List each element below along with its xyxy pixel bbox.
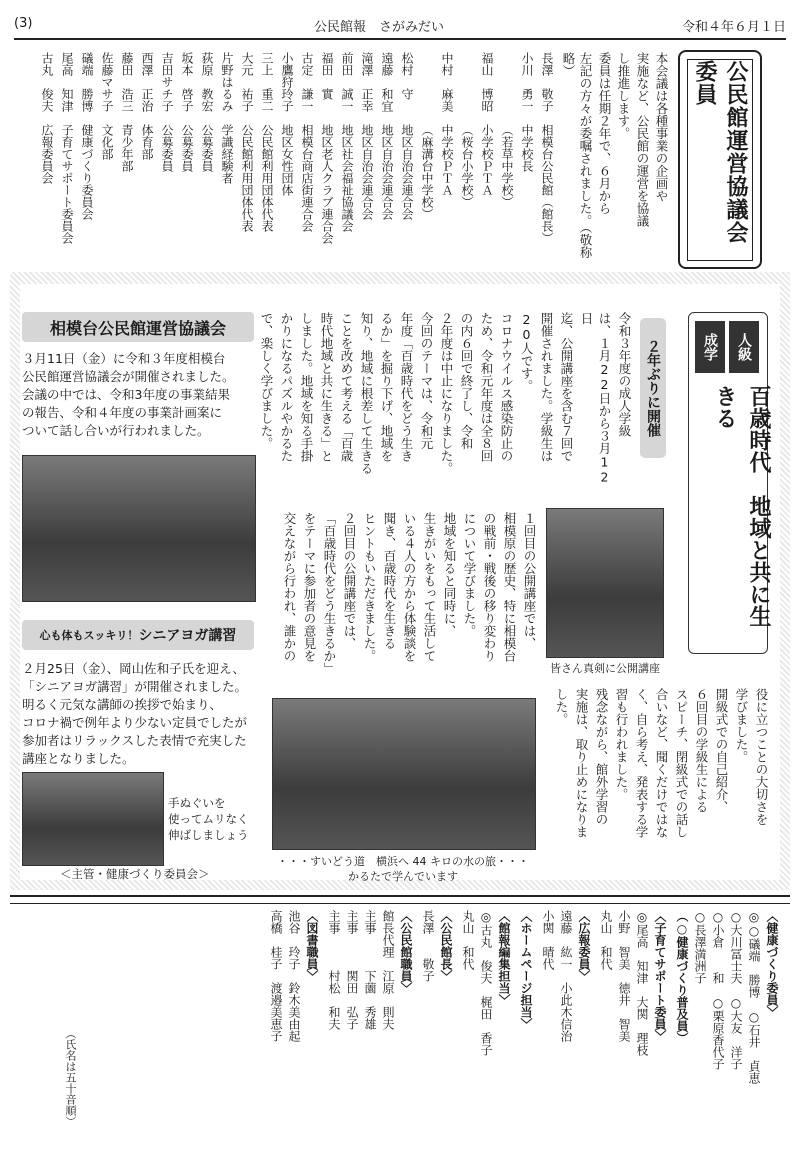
member-name: 礒端 勝博 (80, 52, 94, 112)
member-name: 片野はるみ (220, 52, 234, 112)
meeting-photo (22, 455, 256, 602)
adult-class-line: 学びました。 (734, 688, 749, 763)
member-role: 子育てサポート委員会 (60, 124, 74, 244)
adult-class-line: の内６回で終了し、令和 (459, 312, 474, 450)
yoga-note-line: 手ぬぐいを (168, 796, 226, 810)
member-role: 健康づくり委員会 (80, 124, 94, 220)
adult-class-line: ２回目の公開講座では、 (342, 512, 357, 650)
adult-class-subhead: ２年ぶりに開催 (640, 318, 666, 458)
badge-adult-class-top (729, 321, 759, 373)
member-role: （桜台小学校） (460, 124, 474, 208)
member-name (496, 52, 515, 124)
karuta-caption-line1: ・・・すいどう道 横浜へ 44 キロの水の旅・・・ (277, 855, 529, 868)
meeting-line: ３月11日（金）に令和３年度相模台 (22, 351, 226, 366)
adult-class-line: した。 (554, 688, 569, 726)
committee-member-line: ◎尾高 知津 大関 理枝 (635, 910, 649, 1056)
member-role: （麻溝台中学校） (420, 124, 434, 220)
council-intro-line: 左記の方々が委嘱されました。（敬称略） (561, 52, 593, 259)
yoga-photo (22, 772, 164, 866)
council-member (256, 52, 275, 267)
member-name: 佐藤マサ子 (100, 52, 114, 112)
adult-class-line: 地域を知ると同時に、 (442, 512, 457, 637)
adult-class-line: ことを改めて考える「百歳 (339, 312, 354, 462)
committee-member-line: ○長澤満洲子 (693, 910, 707, 984)
member-role: 体育部 (140, 124, 154, 160)
committee-title: 〈図書職員〉 (305, 910, 319, 982)
committee-group (598, 910, 668, 1160)
meeting-title: 相模台公民館運営協議会 (22, 312, 254, 342)
committee-group (420, 910, 454, 1160)
bottom-divider (10, 895, 790, 904)
council-member (136, 52, 155, 267)
adult-class-line: く、自ら考え、発表する学 (634, 688, 649, 838)
adult-class-line: 迄、公開講座を含む７回で (559, 312, 574, 462)
adult-class-line: 時代地域と共に生きる」と (319, 312, 334, 462)
committee-title: 〈子育てサポート委員〉 (653, 910, 667, 1042)
member-name (416, 52, 435, 124)
member-role: 公募委員 (160, 124, 174, 172)
member-role: 地区老人クラブ連合会 (320, 124, 334, 244)
member-name: 中村 麻美 (440, 52, 454, 112)
committee-member-line: 丸山 和代 (461, 910, 475, 970)
meeting-line: 会議の中では、令和3年度の事業結果 (22, 387, 230, 402)
council-member (96, 52, 115, 267)
committee-title: 〈公民館長〉 (439, 910, 453, 982)
committee-member-line: 池谷 玲子 鈴木美由起 (287, 910, 301, 1042)
council-member (36, 52, 55, 267)
council-member (476, 52, 495, 267)
council-intro-line: 本会議は各種事業の企画や (654, 52, 669, 202)
adult-class-line: 相模原の歴史、特に相模台 (502, 512, 517, 662)
council-member (356, 52, 375, 267)
adult-class-line: 知り、地域に根差して生きる (359, 312, 374, 475)
badge-adult-class (695, 321, 725, 373)
yoga-line: 参加者はリラックスした表情で充実した (22, 733, 247, 748)
karuta-caption-line2: かるたで学んでいます (348, 870, 458, 883)
council-member (316, 52, 335, 267)
member-name: 藤田 浩三 (120, 52, 134, 112)
member-name: 坂本 啓子 (180, 52, 194, 112)
member-role: 地区自治会連合会 (360, 124, 374, 220)
member-role: 地区自治会連合会 (380, 124, 394, 220)
member-name: 尾高 知津 (60, 52, 74, 112)
committee-member-line: ○大川冨士夫 ○大友 洋子 (729, 910, 743, 1070)
member-role: 小学校ＰＴＡ (480, 124, 494, 196)
yoga-text (22, 660, 262, 768)
adult-class-line: について学びました。 (462, 512, 477, 637)
council-member (276, 52, 295, 267)
member-role: （若草中学校） (500, 124, 514, 208)
yoga-footer: ＜主管・健康づくり委員会＞ (60, 867, 210, 881)
member-name: 福山 博昭 (480, 52, 494, 112)
adult-class-title-box (688, 312, 771, 654)
committee-group (674, 910, 780, 1160)
yoga-title-prefix: 心も体もスッキリ！ (39, 629, 139, 642)
council-member (56, 52, 75, 267)
meeting-line: 公民館運営協議会が開催されました。 (22, 369, 235, 384)
adult-class-line: ため、令和元年度は全８回 (479, 312, 494, 462)
adult-class-line: ヒントもいただきました。 (362, 512, 377, 662)
committee-group (518, 910, 534, 1160)
adult-class-line: 生きがいをもって生活して (422, 512, 437, 662)
adult-class-line: をテーマに参加者の意見を (302, 512, 317, 662)
adult-class-line: 年度「百歳時代をどう生き (399, 312, 414, 462)
member-role: 地区自治会連合会 (400, 124, 414, 220)
adult-class-line: 開催されました。学級生は (539, 312, 554, 462)
karuta-photo (272, 698, 536, 850)
yoga-line: 明るく元気な講師の挨拶で始まり、 (22, 697, 223, 712)
adult-class-line: 役に立つことの大切さを (754, 688, 769, 826)
adult-class-line: ２年度は中止になりました。 (439, 312, 454, 475)
committee-list (60, 910, 780, 1160)
committee-member-line: 小関 晴代 (541, 910, 555, 970)
adult-class-line: 交えながら行われ、誰かの (282, 512, 297, 662)
member-name: 遠藤 和宜 (380, 52, 394, 112)
council-intro (560, 52, 670, 267)
committee-group (326, 910, 414, 1160)
council-member (216, 52, 235, 267)
yoga-note-line: 使ってムリなく (168, 812, 249, 826)
member-name: 前田 誠一 (340, 52, 354, 112)
yoga-line: コロナ禍で例年より少ない定員でしたが (22, 715, 248, 730)
committee-group (540, 910, 592, 1160)
member-name: 松村 守 (400, 52, 414, 100)
member-name: 大元 祐子 (240, 52, 254, 112)
committee-member-line: 館長代理 江原 則夫 (381, 910, 395, 1030)
committee-member-line: 遠藤 紘一 小此木信治 (559, 910, 573, 1042)
member-name: 古定 謙一 (300, 52, 314, 112)
committee-member-line: 長澤 敬子 (421, 910, 435, 982)
council-title: 公民館運営協議会委員 (692, 59, 748, 244)
yoga-title-main: シニアヨガ講習 (138, 628, 237, 644)
member-role: 公民館利用団体代表 (240, 124, 254, 232)
council-member (196, 52, 215, 267)
issue-date: 令和４年６月１日 (681, 20, 786, 35)
council-member-list (20, 52, 555, 267)
adult-class-line: １回目の公開講座では、 (522, 512, 537, 650)
adult-class-line: は、１月22日から３月12日 (579, 312, 612, 485)
yoga-title (22, 620, 254, 650)
member-role: 広報委員会 (40, 124, 54, 184)
council-member (236, 52, 255, 267)
committee-title: 〈公民館職員〉 (399, 910, 413, 994)
adult-class-line: 残念ながら、館外学習の (594, 688, 609, 826)
meeting-line: の報告、令和４年度の事業計画案に (22, 405, 223, 420)
lecture-photo (546, 508, 664, 658)
member-role: 公募委員 (180, 124, 194, 172)
member-role: 相模台公民館（館長） (540, 124, 554, 244)
adult-class-line: かりになるパズルやかるた (279, 312, 294, 462)
council-member (336, 52, 355, 267)
adult-class-line: で、楽しく学びました。 (259, 312, 274, 450)
council-member (116, 52, 135, 267)
council-member (516, 52, 535, 267)
adult-class-line: 合いなど、聞くだけではな (654, 688, 669, 838)
member-role: 公募委員 (200, 124, 214, 172)
adult-class-line: 習も行われました。 (614, 688, 629, 801)
council-member (296, 52, 315, 267)
member-name: 福田 實 (320, 52, 334, 100)
adult-class-line: 今回のテーマは、令和元 (419, 312, 434, 450)
member-role: 中学校ＰＴＡ (440, 124, 454, 196)
committee-group (460, 910, 512, 1160)
adult-class-text-3 (540, 688, 770, 868)
yoga-line: ２月25日（金）、岡山佐和子氏を迎え、 (22, 661, 245, 676)
committee-title: 〈広報委員〉 (577, 910, 591, 982)
yoga-note (168, 795, 263, 843)
adult-class-line: るか」を掘り下げ、地域を (379, 312, 394, 462)
council-member (496, 52, 515, 267)
committee-member-line: 主事 関田 弘子 (345, 910, 359, 1030)
council-member (456, 52, 475, 267)
member-name: 長澤 敬子 (540, 52, 554, 112)
member-name: 三上 重二 (260, 52, 274, 112)
committee-extra: （○健康づくり普及員） (675, 910, 689, 1044)
page-number: (3) (14, 16, 33, 31)
paper-name: 公民館報 さがみだい (314, 20, 445, 35)
committee-member-line: ◎古丸 俊夫 梶田 香子 (479, 910, 493, 1056)
member-name: 古丸 俊夫 (40, 52, 54, 112)
committee-member-line: 丸山 和代 (599, 910, 613, 970)
committee-member-line: 主事 村松 和夫 (327, 910, 341, 1030)
adult-class-line: 開級式での自己紹介、 (714, 688, 729, 813)
council-member (156, 52, 175, 267)
adult-class-line: の戦前・戦後の移り変わり (482, 512, 497, 662)
member-name: 小鷹狩玲子 (280, 52, 294, 112)
member-role: 文化部 (100, 124, 114, 160)
meeting-text (22, 350, 262, 440)
committee-member-line: 主事 下薗 秀雄 (363, 910, 377, 1030)
member-name (456, 52, 475, 124)
member-name: 小川 勇一 (520, 52, 534, 112)
council-member (416, 52, 435, 267)
lecture-photo-caption: 皆さん真剣に公開講座 (550, 662, 660, 675)
committee-title: 〈館報編集担当〉 (497, 910, 511, 1006)
council-member (376, 52, 395, 267)
adult-class-title: 百歳時代 地域と共に生きる (712, 385, 771, 627)
committee-member-line: 高橋 桂子 渡邉美恵子 (269, 910, 283, 1042)
member-name: 荻原 教宏 (200, 52, 214, 112)
council-member (176, 52, 195, 267)
badge-bottom-text: 成学 (702, 333, 718, 361)
council-member (76, 52, 95, 267)
meeting-line: ついて話し合いが行われました。 (22, 423, 210, 438)
member-role: 学識経験者 (220, 124, 234, 184)
council-title-box (678, 50, 762, 269)
name-order-note: （氏名は五十音順） (64, 1028, 77, 1127)
committee-title: 〈ホームページ担当〉 (519, 910, 533, 1030)
adult-class-line: いる４人の方から体験談を (402, 512, 417, 662)
committee-member-line: ◎○礒端 勝博 ○石井 貞恵 (747, 910, 761, 1084)
member-role: 地区女性団体 (280, 124, 294, 196)
member-name: 吉田サチ子 (160, 52, 174, 112)
council-member (436, 52, 455, 267)
committee-member-line: ○小倉 和 ○栗原香代子 (711, 910, 725, 1070)
yoga-line: 「シニアヨガ講習」が開催されました。 (22, 679, 248, 694)
adult-class-line: コロナウイルス感染防止の (499, 312, 514, 462)
council-member (396, 52, 415, 267)
page-header (14, 14, 786, 40)
adult-class-line: 令和３年度の成人学級 (617, 312, 632, 437)
badge-top-text: 人級 (736, 333, 752, 361)
adult-class-line: スピーチ、閉級式での話し (674, 688, 689, 838)
adult-class-line: 20人です。 (519, 312, 534, 392)
member-role: 地区社会福祉協議会 (340, 124, 354, 232)
yoga-line: 講座となりました。 (22, 751, 135, 766)
member-name: 西澤 正治 (140, 52, 154, 112)
committee-member-line: 小野 智美 徳井 智美 (617, 910, 631, 1042)
adult-class-text-2 (268, 512, 538, 692)
adult-class-line: 実施は、取り止めになりま (574, 688, 589, 838)
member-role: 中学校長 (520, 124, 534, 172)
adult-class-text-1 (259, 312, 633, 487)
yoga-note-line: 伸ばしましょう (168, 828, 249, 842)
adult-class-line: 聞き、百歳時代を生きる (382, 512, 397, 650)
adult-class-line: しました。地域を知る手掛 (299, 312, 314, 462)
member-role: 公民館利用団体代表 (260, 124, 274, 232)
member-name: 滝澤 正幸 (360, 52, 374, 112)
council-intro-line: 実施など、公民館の運営を協議 (635, 52, 650, 227)
member-role: 相模台商店街連合会 (300, 124, 314, 232)
committee-title: 〈健康づくり委員〉 (765, 910, 779, 1018)
committee-group (268, 910, 320, 1160)
adult-class-line: ６回目の学級生による (694, 688, 709, 813)
adult-class-line: 「百歳時代をどう生きるか」 (322, 512, 337, 675)
council-intro-line: し推進します。 (616, 52, 631, 140)
member-role: 青少年部 (120, 124, 134, 172)
council-member (536, 52, 555, 267)
council-intro-line: 委員は任期２年で、６月から (597, 52, 612, 215)
